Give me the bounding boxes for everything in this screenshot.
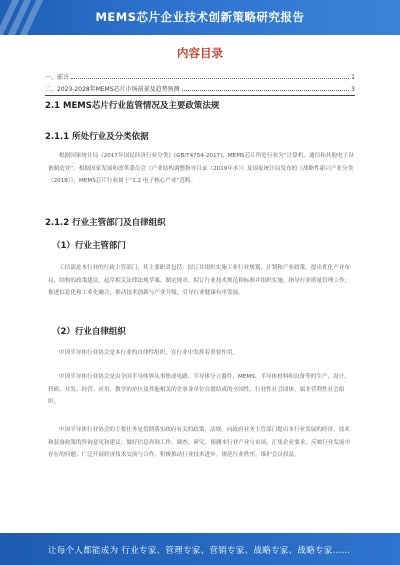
paragraph: 中国半导体行业协会的主要任务是贯彻落实政府有关的政策、法规，向政府业务主管部门提出本行业发展的经济、技术和装备政策的咨询意见和建议；做好信息咨询工作，调查、研究、预测本行业产业与市场，汇集企业要求，反映行业发展中存在的问题；广泛开展经济技术交流与合作，积极推动行业技术进步，规范行业秩序，维护会员权益。	[48, 427, 351, 458]
sub-subheading: （1）行业主管部门	[52, 241, 126, 251]
paragraph: 工信部是本行业的行政主管部门，其主要职责包括：拟订并组织实施工业行业规划、计划和产业政策，提出优化产业布局、结构的政策建议，起草相关法律法规草案，制定规章，拟订行业技术规范和标准并组织实施，指导行业质量管理工作；推进信息化和工业化融合，推动技术创新与产业升级，引导行业健康有序发展。	[48, 265, 351, 296]
subsection-heading: 2.1.1 所处行业及分类依据	[45, 132, 149, 142]
toc-entry[interactable]	[45, 84, 355, 93]
footer-slogan: 让每个人都能成为 行业专家、管理专家、营销专家、战略专家、战略专家……	[48, 546, 351, 556]
toc-divider	[45, 95, 355, 96]
toc-entry-label: 一、前言	[45, 74, 70, 81]
paragraph: 中国半导体行业协会是由全国半导体界从事集成电路、半导体分立器件、MEMS、半导体材料和设备等的生产、设计、科研、开发、经营、应用、教学的单位及其他相关的企事业单位自愿结成的全国性、行业性社会团体，属非营利性社会组织。	[48, 374, 350, 405]
report-title: MEMS芯片企业技术创新策略研究报告	[95, 10, 305, 24]
section-heading: 2.1 MEMS芯片行业监管情况及主要政策法规	[45, 101, 220, 111]
header-banner	[0, 0, 400, 35]
toc-entry[interactable]	[45, 72, 355, 81]
toc-leader-dots	[71, 78, 349, 79]
toc-entry-page: 3	[351, 86, 355, 93]
toc-title: 内容目录	[177, 46, 223, 60]
toc-entry-label: 二、2023-2028年MEMS芯片市场前景及趋势预测	[45, 86, 180, 93]
sub-subheading: （2）行业自律组织	[52, 327, 126, 337]
footer-banner	[0, 533, 400, 565]
subsection-heading: 2.1.2 行业主管部门及自律组织	[45, 218, 166, 228]
toc-leader-dots	[182, 90, 350, 91]
paragraph: 根据国家统计局《2017年国民经济行业分类》(GB/T4754-2017)，MEMS芯片所处行业为“计算机、通信和其他电子设备制造业”。根据国家发展和改革委员会《产业结构调整指导目录（2019年本）》及国家统计局发布的《战略性新兴产业分类（2018）》，MEMS芯片行业属于“1.2 电子核心产业”范畴。	[48, 153, 354, 184]
toc-entry-page: 1	[351, 74, 355, 81]
paragraph: 中国半导体行业协会是本行业的自律性组织，在行业中发挥着重要作用。	[59, 350, 239, 356]
